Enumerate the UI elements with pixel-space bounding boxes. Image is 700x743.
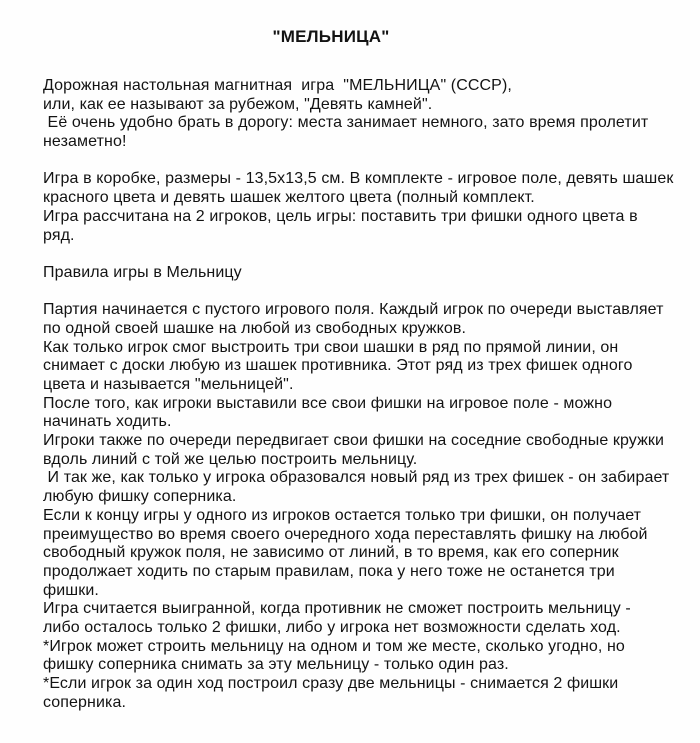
text-line: ряд. bbox=[43, 226, 75, 244]
text-line: цвета и называется "мельницей". bbox=[43, 376, 294, 393]
text-line: вдоль линий с той же целью построить мельницу. bbox=[43, 450, 418, 468]
text-line: После того, как игроки выставили все свои фишки на игровое поле - можно bbox=[43, 394, 613, 412]
text-line: Если к концу игры у одного из игроков остается только три фишки, он получает bbox=[43, 506, 642, 524]
document-title: "МЕЛЬНИЦА" bbox=[272, 27, 390, 46]
text-line: Игра считается выигранной, когда противник не сможет построить мельницу - bbox=[43, 600, 631, 618]
text-line: снимает с доски любую из шашек противника. Этот ряд из трех фишек одного bbox=[43, 357, 633, 375]
text-line: незаметно! bbox=[43, 133, 127, 151]
text-line: или, как ее называют за рубежом, "Девять камней". bbox=[43, 95, 433, 113]
text-line: начинать ходить. bbox=[43, 413, 172, 431]
text-line: Игра рассчитана на 2 игроков, цель игры: поставить три фишки одного цвета в bbox=[43, 207, 638, 225]
paragraph-gap bbox=[43, 152, 700, 171]
text-line: любую фишку соперника. bbox=[43, 488, 237, 506]
document-body bbox=[0, 77, 700, 712]
text-line: преимущество во время своего очередного хода переставлять фишку на любой bbox=[43, 525, 648, 543]
text-line: *Игрок может строить мельницу на одном и том же месте, сколько угодно, но bbox=[43, 637, 625, 655]
text-line: *Если игрок за один ход построил сразу две мельницы - снимается 2 фишки bbox=[43, 675, 619, 692]
text-line: либо осталось только 2 фишки, либо у игрока нет возможности сделать ход. bbox=[43, 618, 621, 636]
text-line: И так же, как только у игрока образовался новый ряд из трех фишек - он забирает bbox=[43, 469, 670, 487]
text-line: свободный кружок поля, не зависимо от линий, в то время, как его соперник bbox=[43, 544, 619, 562]
text-line: Как только игрок смог выстроить три свои шашки в ряд по прямой линии, он bbox=[43, 338, 619, 356]
text-line: красного цвета и девять шашек желтого цвета (полный комплект. bbox=[43, 189, 535, 207]
text-line: по одной своей шашке на любой из свободных кружков. bbox=[43, 319, 467, 337]
text-line: Партия начинается с пустого игрового поля. Каждый игрок по очереди выставляет bbox=[43, 301, 664, 319]
text-line: продолжает ходить по старым правилам, пока у него тоже не останется три bbox=[43, 562, 615, 580]
text-line: Игра в коробке, размеры - 13,5х13,5 см. В комплекте - игровое поле, девять шашек bbox=[43, 170, 674, 188]
text-line: Игроки также по очереди передвигает свои фишки на соседние свободные кружки bbox=[43, 432, 665, 450]
text-line: фишку соперника снимать за эту мельницу - только один раз. bbox=[43, 656, 509, 674]
section-heading-line: Правила игры в Мельницу bbox=[43, 263, 242, 281]
text-line: Её очень удобно брать в дорогу: места занимает немного, зато время пролетит bbox=[43, 114, 649, 132]
text-line: Дорожная настольная магнитная игра "МЕЛЬНИЦА" (СССР), bbox=[43, 77, 512, 94]
paragraph-gap bbox=[43, 245, 700, 264]
paragraph-gap bbox=[43, 283, 700, 302]
text-line: фишки. bbox=[43, 581, 99, 599]
text-line: соперника. bbox=[43, 693, 127, 711]
